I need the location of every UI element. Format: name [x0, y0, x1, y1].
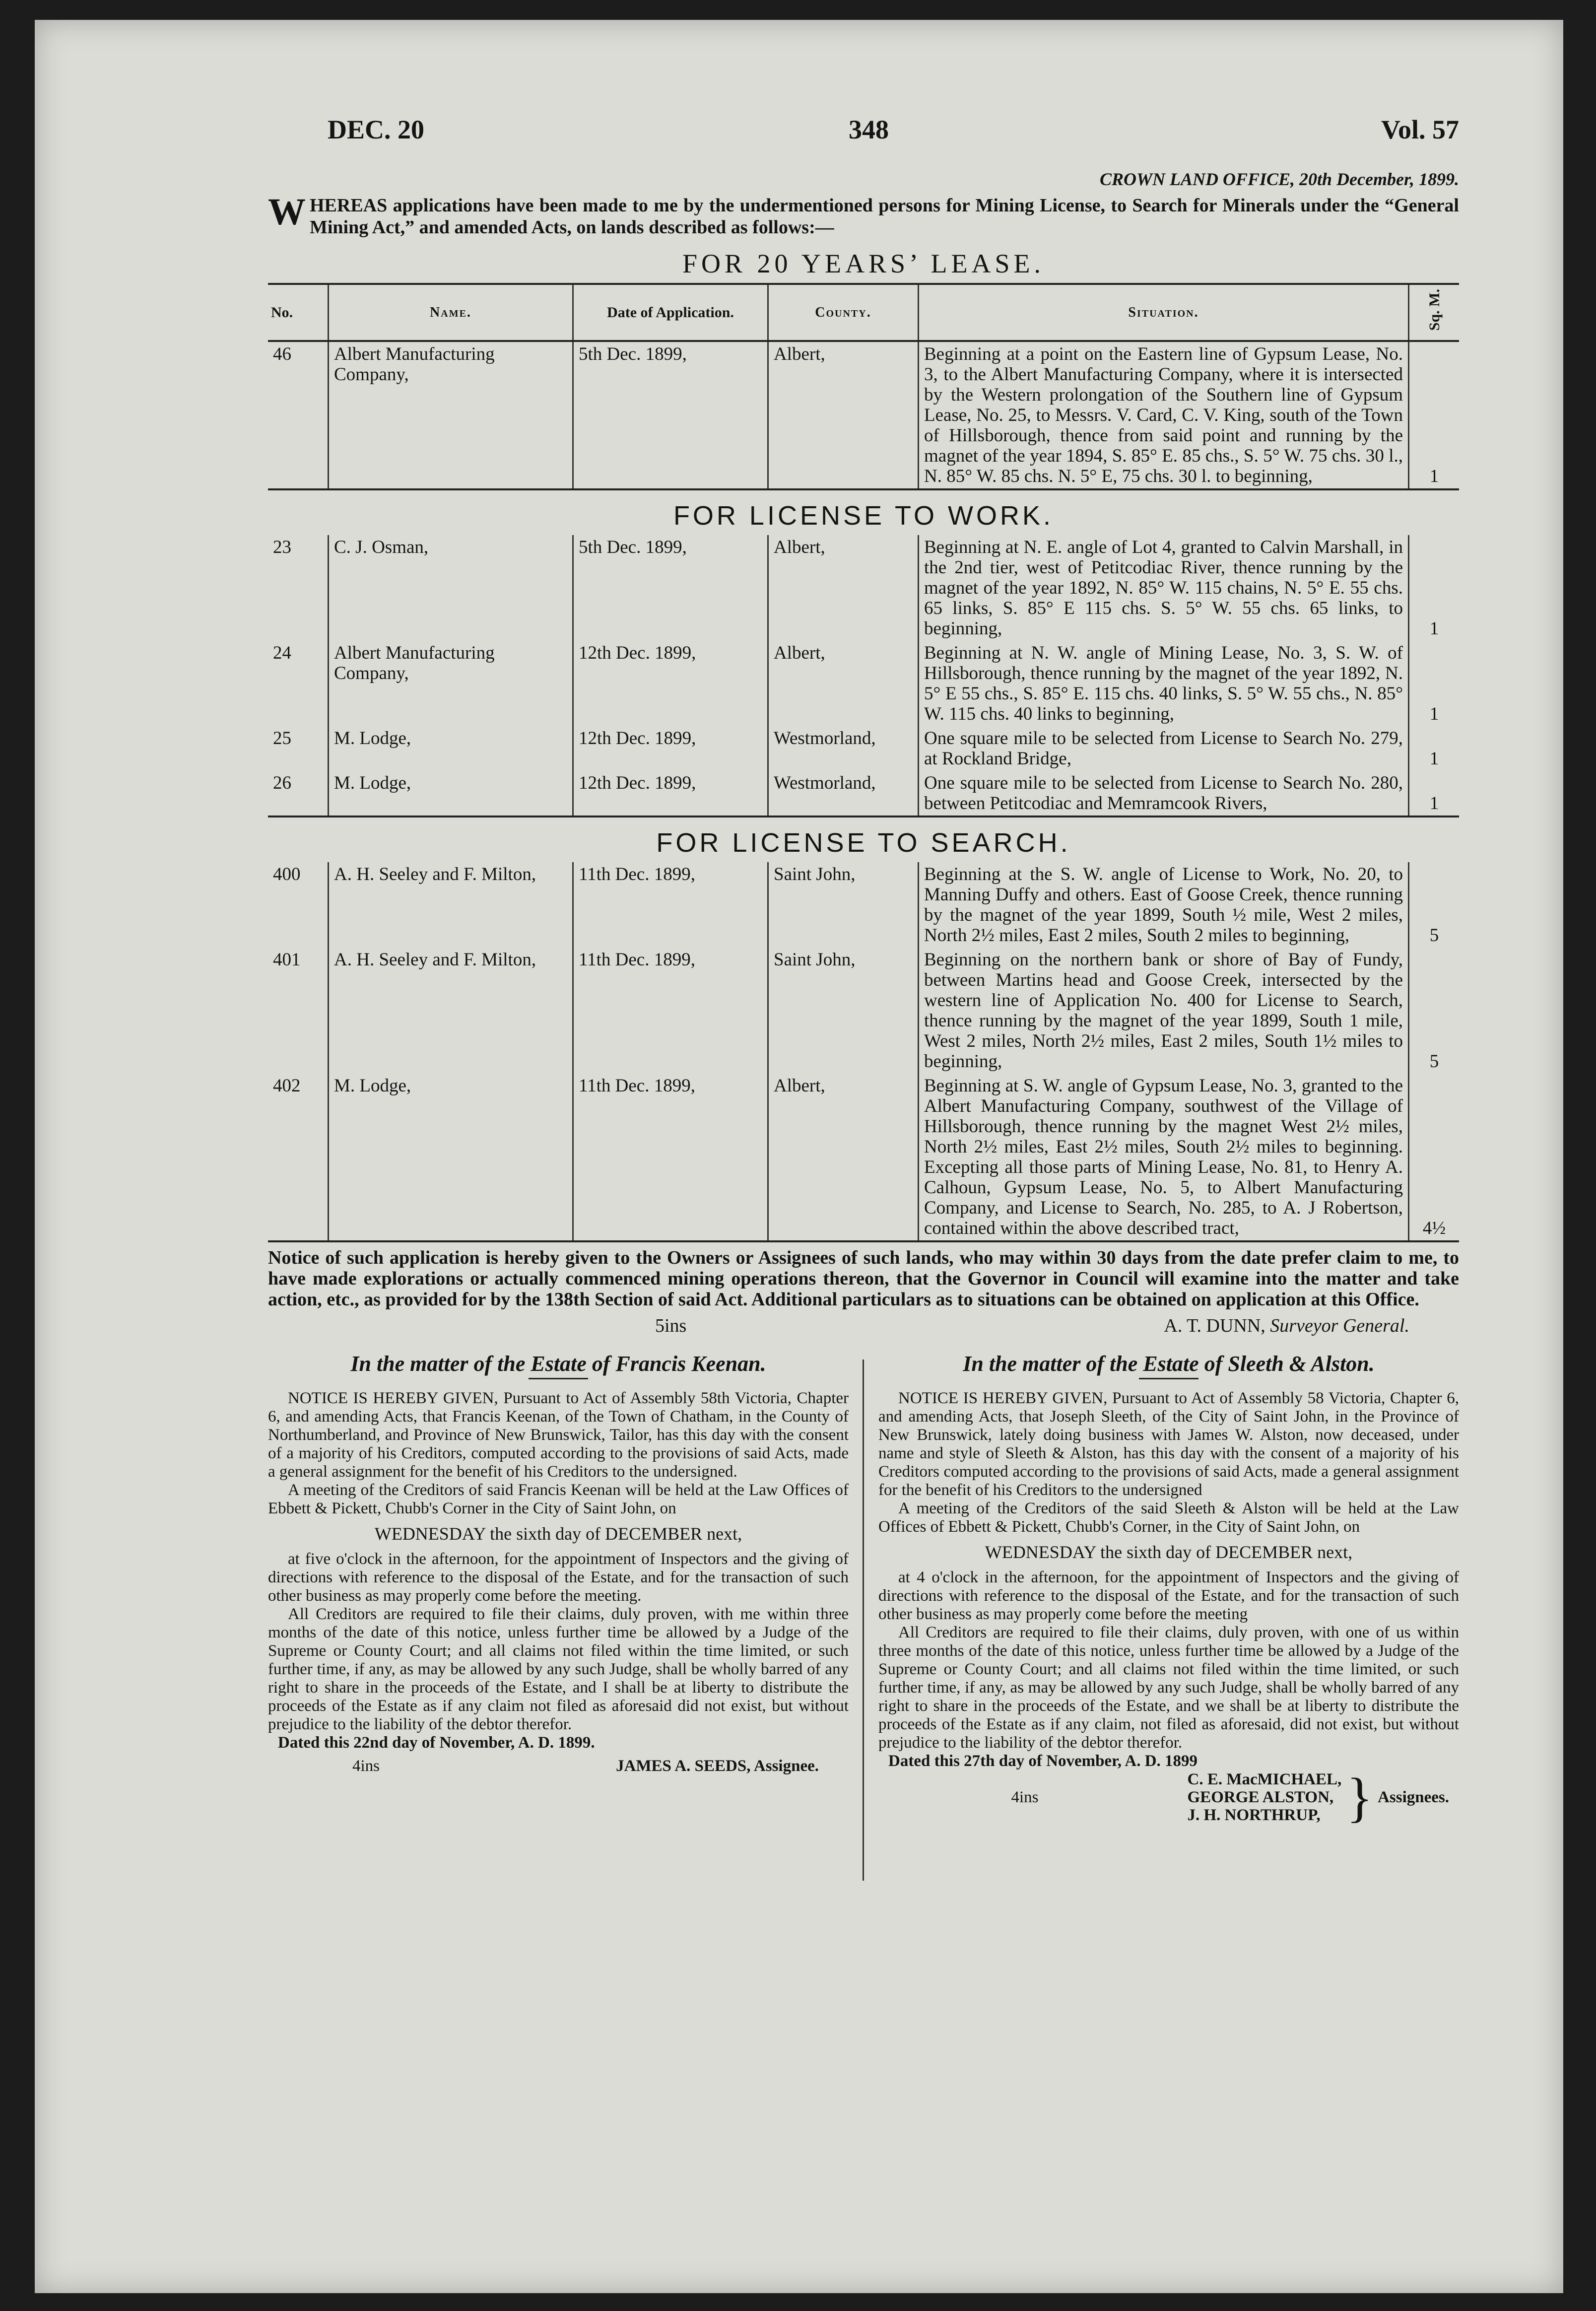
- row-county: Albert,: [768, 341, 919, 489]
- row-sq: 1: [1409, 535, 1460, 641]
- keenan-p1: NOTICE IS HEREBY GIVEN, Pursuant to Act of Assembly 58th Victoria, Chapter 6, and amending Acts, that Francis Keenan, of the Town of Chatham, in the County of Northumberland, and Province of New Brunswick, Tailor, has this day with the consent of a majority of his Creditors, computed according to the provisions of said Acts, made a general assignment for the benefit of his Creditors to the undersigned.: [268, 1389, 849, 1481]
- row-county: Westmorland,: [768, 771, 919, 816]
- section-title-lease: FOR 20 YEARS’ LEASE.: [682, 249, 1045, 278]
- col-sq-m: Sq. M.: [1409, 284, 1460, 341]
- keenan-signature: JAMES A. SEEDS, Assignee.: [616, 1757, 819, 1775]
- sleeth-meeting: WEDNESDAY the sixth day of DECEMBER next,: [985, 1542, 1353, 1563]
- keenan-p3: at five o'clock in the afternoon, for the appointment of Inspectors and the giving of directions with reference to the disposal of the Estate, and for the transaction of such other business as may properly come before the meeting.: [268, 1550, 849, 1605]
- row-no: 46: [268, 341, 329, 489]
- assignees-label: Assignees.: [1378, 1788, 1449, 1806]
- row-no: 23: [273, 537, 291, 558]
- row-situation: Beginning at the S. W. angle of License to Work, No. 20, to Manning Duffy and others. East of Goose Creek, thence running by the magnet of the year 1899, South ½ mile, West 2 miles, North 2½ miles, East 2 miles, South 2 miles to beginning,: [919, 862, 1409, 948]
- row-situation: Beginning at N. W. angle of Mining Lease, No. 3, S. W. of Hillsborough, thence running by the magnet of the year 1892, N. 5° E 55 chs., S. 85° E. 115 chs. 40 links, S. 5° W. 55 chs., N. 85° W. 115 chs. 40 links to beginning,: [919, 641, 1409, 726]
- running-header: [268, 114, 1459, 169]
- assignee-name: GEORGE ALSTON,: [1187, 1788, 1334, 1807]
- row-county: Albert,: [768, 641, 919, 726]
- signer-name: A. T. DUNN,: [1164, 1315, 1265, 1337]
- assignee-name: C. E. MacMICHAEL,: [1187, 1770, 1342, 1789]
- row-no: 401: [273, 950, 301, 970]
- row-date: 12th Dec. 1899,: [573, 726, 768, 771]
- keenan-footer: [268, 1757, 849, 1782]
- keenan-meeting: WEDNESDAY the sixth day of DECEMBER next,: [374, 1524, 742, 1544]
- row-sq: 1: [1409, 771, 1460, 816]
- keenan-dated: Dated this 22nd day of November, A. D. 1899.: [278, 1734, 595, 1752]
- row-sq: 5: [1409, 948, 1460, 1074]
- signer-title: Surveyor General.: [1270, 1315, 1409, 1337]
- brace-glyph: }: [1346, 1767, 1373, 1828]
- row-sq: 1: [1409, 726, 1460, 771]
- col-county: County.: [768, 284, 919, 341]
- row-sq: 4½: [1409, 1074, 1460, 1241]
- row-date: 11th Dec. 1899,: [573, 948, 768, 1074]
- col-name: Name.: [329, 284, 573, 341]
- row-date: 11th Dec. 1899,: [573, 862, 768, 948]
- header-date: DEC. 20: [328, 115, 425, 144]
- row-name: A. H. Seeley and F. Milton,: [329, 948, 573, 1074]
- table-row: [268, 341, 1459, 489]
- row-situation: One square mile to be selected from License to Search No. 279, at Rockland Bridge,: [919, 726, 1409, 771]
- row-name: M. Lodge,: [329, 771, 573, 816]
- row-county: Albert,: [768, 535, 919, 641]
- sleeth-ins: 4ins: [1011, 1788, 1039, 1806]
- row-date: 11th Dec. 1899,: [573, 1074, 768, 1241]
- volume-number: Vol. 57: [1381, 115, 1459, 144]
- row-county: Albert,: [768, 1074, 919, 1241]
- row-no: 26: [268, 771, 329, 816]
- notice-signature: [1164, 1315, 1409, 1337]
- col-no: No.: [268, 284, 329, 341]
- sleeth-p4: All Creditors are required to file their claims, duly proven, with one of us within three months of the date of this notice, unless further time be allowed by a Judge of the Supreme or County Court; and all claims not filed within the time limited, or such further time, if any, as may be allowed by any such Judge, shall be wholly barred of any right to share in the proceeds of the Estate, and we shall be at liberty to distribute the proceeds of the Estate as if any claim, not filed as aforesaid, did not exist, but without prejudice to the liability of the debtor therefor.: [878, 1624, 1459, 1752]
- row-situation: One square mile to be selected from License to Search No. 280, between Petitcodiac and Memramcook Rivers,: [919, 771, 1409, 816]
- estate-notices: [268, 1352, 1459, 1828]
- row-sq: 5: [1409, 862, 1460, 948]
- assignee-names: [1188, 1770, 1342, 1824]
- assignee-name: J. H. NORTHRUP,: [1187, 1806, 1321, 1825]
- col-situation: Situation.: [919, 284, 1409, 341]
- row-date: 12th Dec. 1899,: [573, 771, 768, 816]
- row-situation: Beginning at a point on the Eastern line of Gypsum Lease, No. 3, to the Albert Manufacturing Company, where it is intersected by the Western prolongation of the Southern line of Gypsum Lease, No. 25, to Messrs. V. Card, C. V. King, south of the Town of Hillsborough, thence from said point and running by the magnet of the year 1894, S. 85° E. 85 chs., S. 5° W. 75 chs. 30 l., N. 85° W. 85 chs. N. 5° E, 75 chs. 30 l. to beginning,: [919, 341, 1409, 489]
- drop-cap: W: [268, 191, 306, 233]
- sleeth-p2: A meeting of the Creditors of the said Sleeth & Alston will be held at the Law Offices of Ebbett & Pickett, Chubb's Corner, in the City of Saint John, on: [878, 1499, 1459, 1536]
- table-row: [268, 771, 1459, 816]
- title-rule: [1139, 1378, 1198, 1379]
- keenan-notice: [268, 1352, 849, 1824]
- keenan-ins: 4ins: [352, 1757, 380, 1775]
- page-content: [268, 114, 1459, 1828]
- row-situation: Beginning at S. W. angle of Gypsum Lease, No. 3, granted to the Albert Manufacturing Company, southwest of the Village of Hillsborough, thence running by the magnet West 2½ miles, North 2½ miles, East 2½ miles, South 2½ miles to beginning. Excepting all those parts of Mining Lease, No. 81, to Henry A. Calhoun, Gypsum Lease, No. 5, to Albert Manufacturing Company, and License to Search, No. 285, to A. J Robertson, contained within the above described tract,: [919, 1074, 1409, 1241]
- row-no: 25: [273, 728, 291, 749]
- row-county: Saint John,: [768, 862, 919, 948]
- table-row: [268, 1074, 1459, 1241]
- row-name: Albert Manufacturing Company,: [329, 641, 573, 726]
- insertion-count: 5ins: [655, 1315, 687, 1337]
- page-number: 348: [849, 115, 889, 144]
- section-title-license-to-search: FOR LICENSE TO SEARCH.: [656, 828, 1071, 858]
- row-date: 5th Dec. 1899,: [573, 341, 768, 489]
- sleeth-title: In the matter of the Estate of Sleeth & Alston.: [963, 1352, 1375, 1376]
- table-row: [268, 948, 1459, 1074]
- row-sq: 1: [1409, 641, 1460, 726]
- sleeth-p1: NOTICE IS HEREBY GIVEN, Pursuant to Act of Assembly 58 Victoria, Chapter 6, and amending Acts, that Joseph Sleeth, of the City of Saint John, in the Province of New Brunswick, lately doing business with James W. Alston, now deceased, under name and style of Sleeth & Alston, has this day with the consent of a majority of his Creditors computed according to the provisions of said Acts, made a general assignment for the benefit of his Creditors to the undersigned: [878, 1389, 1459, 1499]
- row-situation: Beginning at N. E. angle of Lot 4, granted to Calvin Marshall, in the 2nd tier, west of Petitcodiac River, thence running by the magnet of the year 1892, N. 85° W. 115 chains, N. 5° E. 55 chs. 65 links, S. 85° E 115 chs. S. 5° W. 55 chs. 65 links, to beginning,: [919, 535, 1409, 641]
- row-no: 400: [273, 864, 301, 885]
- table-row: [268, 726, 1459, 771]
- notice-footer: [268, 1315, 1459, 1345]
- row-no: 24: [273, 643, 291, 664]
- row-county: Saint John,: [768, 948, 919, 1074]
- table-row: [268, 641, 1459, 726]
- row-name: Albert Manufacturing Company,: [329, 341, 573, 489]
- notice-paragraph: Notice of such application is hereby given to the Owners or Assignees of such lands, who may within 30 days from the date prefer claim to me, to have made explorations or actually commenced mining operations thereon, that the Governor in Council will examine into the matter and take action, etc., as provided for by the 138th Section of said Act. Additional particulars as to situations can be obtained on application at this Office.: [268, 1247, 1459, 1310]
- license-to-search-table: [268, 862, 1459, 1242]
- assignees-block: [878, 1767, 1449, 1828]
- sleeth-p3: at 4 o'clock in the afternoon, for the appointment of Inspectors and the giving of directions with reference to the disposal of the Estate, and for the transaction of such other business as may properly come before the meeting: [878, 1568, 1459, 1624]
- keenan-p4: All Creditors are required to file their claims, duly proven, with me within three months of the date of this notice, unless further time be allowed by a Judge of the Supreme or County Court; and all claims not filed within the time limited, or such further time, if any, as may be allowed by any such Judge, shall be wholly barred of any right to share in the proceeds of the Estate, and I shall be at liberty to distribute the proceeds of the Estate as if any claim not filed as aforesaid did not exist, but without prejudice to the liability of the debtor therefor.: [268, 1605, 849, 1734]
- row-name: A. H. Seeley and F. Milton,: [329, 862, 573, 948]
- row-sq: 1: [1409, 341, 1460, 489]
- row-county: Westmorland,: [768, 726, 919, 771]
- section-title-license-to-work: FOR LICENSE TO WORK.: [673, 501, 1054, 531]
- row-name: C. J. Osman,: [329, 535, 573, 641]
- row-no: 402: [268, 1074, 329, 1241]
- whereas-text: HEREAS applications have been made to me by the undermentioned persons for Mining License, to Search for Minerals under the “General Mining Act,” and amended Acts, on lands described as follows:—: [310, 195, 1459, 238]
- row-name: M. Lodge,: [329, 1074, 573, 1241]
- license-to-work-table: [268, 535, 1459, 817]
- column-divider: [863, 1359, 864, 1881]
- newspaper-page: [35, 20, 1563, 2293]
- row-date: 12th Dec. 1899,: [573, 641, 768, 726]
- sleeth-alston-notice: [878, 1352, 1459, 1828]
- title-rule: [529, 1378, 588, 1379]
- table-header-row: [268, 284, 1459, 341]
- table-row: [268, 862, 1459, 948]
- whereas-paragraph: [268, 191, 1459, 238]
- crown-land-office-line: CROWN LAND OFFICE, 20th December, 1899.: [1099, 169, 1459, 189]
- row-date: 5th Dec. 1899,: [573, 535, 768, 641]
- sleeth-dated: Dated this 27th day of November, A. D. 1899: [888, 1752, 1198, 1770]
- row-situation: Beginning on the northern bank or shore of Bay of Fundy, between Martins head and Goose Creek, intersected by the western line of Application No. 400 for License to Search, thence running by the magnet of the year 1899, South 1 mile, West 2 miles, North 2½ miles, East 2 miles, South 1½ miles to beginning,: [919, 948, 1409, 1074]
- row-name: M. Lodge,: [329, 726, 573, 771]
- col-date: Date of Application.: [573, 284, 768, 341]
- keenan-p2: A meeting of the Creditors of said Francis Keenan will be held at the Law Offices of Ebbett & Pickett, Chubb's Corner in the City of Saint John, on: [268, 1481, 849, 1518]
- keenan-title: In the matter of the Estate of Francis Keenan.: [350, 1352, 766, 1376]
- table-row: [268, 535, 1459, 641]
- lease-table: [268, 283, 1459, 490]
